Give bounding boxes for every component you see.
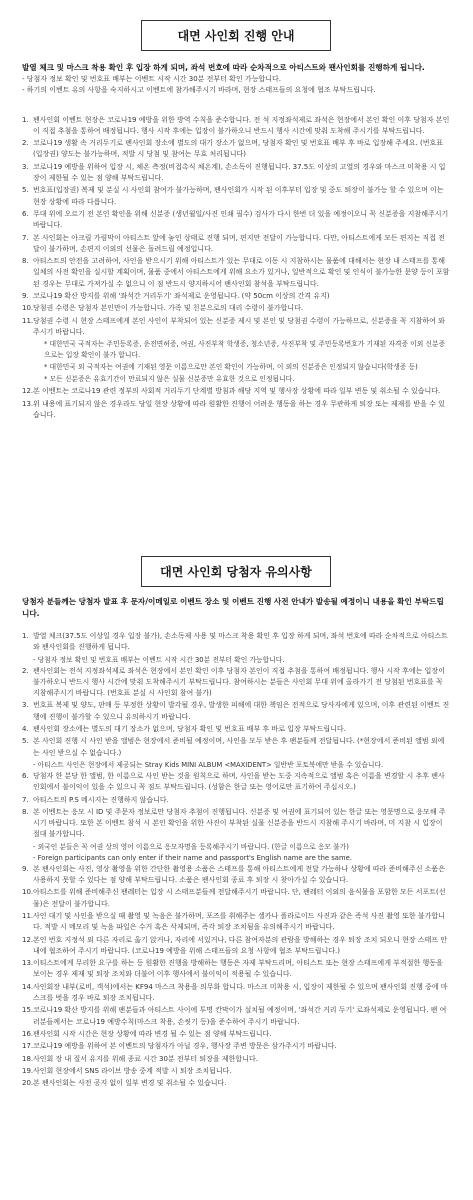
item-number: 11. bbox=[22, 316, 34, 325]
item-number: 1. bbox=[22, 115, 29, 124]
item-number: 2. bbox=[22, 666, 29, 675]
list-item bbox=[22, 666, 451, 700]
section2-intro: 당첨자 분들께는 당첨자 발표 후 문자/이메일로 이벤트 장소 및 이벤트 진행 사전 안내가 발송될 예정이니 내용을 확인 부탁드립니다. bbox=[22, 597, 444, 618]
list-item bbox=[22, 1041, 451, 1052]
list-item bbox=[22, 911, 451, 934]
list-item bbox=[22, 935, 451, 958]
item-number: 13. bbox=[22, 959, 34, 968]
item-text: 이티스트에게 무리한 요구를 하는 등 원활한 진행을 방해하는 행동은 자제 부탁드리며, 아티스트 또는 현장 스태프에게 부적절한 행동을 보이는 경우 제재 및 퇴장 조치와 더불어 이후 행사에서 불이익이 적용될 수 있습니다. bbox=[33, 959, 443, 979]
item-number: 15. bbox=[22, 1006, 34, 1015]
list-item bbox=[22, 958, 451, 981]
item-number: 13. bbox=[22, 399, 34, 408]
item-number: 9. bbox=[22, 292, 29, 301]
list-item bbox=[22, 700, 451, 723]
item-text: 당첨권 수령 시 현장 스태프에게 본인 사인이 부착되어 있는 신분증 제시 및 본인 및 당첨권 수령이 가능하므로, 신분증을 꼭 지참하여 와주시기 바랍니다. bbox=[33, 316, 445, 336]
list-item bbox=[22, 316, 451, 339]
item-number: 12. bbox=[22, 387, 34, 396]
section2-list bbox=[22, 631, 451, 1089]
item-number: 14. bbox=[22, 982, 34, 991]
list-item bbox=[22, 209, 451, 232]
item-number: 10. bbox=[22, 304, 34, 313]
item-text: 번호표 복제 및 양도, 판매 등 부정한 상황이 발각될 경우, 발생한 피해에 대한 책임은 전적으로 당사자에게 있으며, 이후 관련된 이벤트 진행에 진행이 불가할 수 있으니 유의하시기 바랍니다. bbox=[33, 701, 450, 721]
item-number: 5. bbox=[22, 737, 29, 746]
item-text: 사인회장 내부(로비, 객석)에서는 KF94 마스크 착용을 의무화 합니다. 마스크 미착용 시, 입장이 제한될 수 있으며 팬사인회 진행 중에 마스크를 벗을 경우 바로 퇴장 조치됩니다. bbox=[33, 982, 448, 1003]
list-item bbox=[22, 1066, 451, 1077]
notice-note: - 당첨자 정보 확인 및 번호표 배부는 이벤트 시작 시간 30분 전부터 확인 가능합니다. bbox=[22, 75, 281, 83]
list-item bbox=[22, 807, 451, 841]
item-text: 본 사인회는 아크릴 가림막이 아티스트 앞에 놓인 상태로 진행 되며, 편지만 전달이 가능합니다. 다만, 아티스트에게 모든 편지는 직접 전달이 불가하며, 손편지 이외의 선물은 돌려드릴 예정입니다. bbox=[33, 233, 445, 253]
item-number: 19. bbox=[22, 1066, 34, 1075]
item-number: 8. bbox=[22, 807, 29, 816]
list-item bbox=[22, 303, 451, 314]
item-text: 팬사인회 장소에는 별도의 대기 장소가 없으며, 당첨자 확인 및 번호표 배부 후 바로 입장 부탁드립니다. bbox=[33, 725, 346, 734]
section1-intro: 발열 체크 및 마스크 착용 확인 후 입장 하게 되며, 좌석 번호에 따라 순차적으로 아티스트와 팬사인회를 진행하게 됩니다. bbox=[22, 63, 425, 72]
list-sub-note: - Foreign participants can only enter if their name and passport's English name are the same. bbox=[33, 853, 352, 862]
list-item bbox=[22, 291, 451, 302]
list-item bbox=[22, 982, 451, 1005]
list-sub-note: - 당첨자 정보 확인 및 번호표 배부는 이벤트 시작 시간 30분 전부터 확인 가능합니다. bbox=[33, 655, 285, 664]
item-text: 본 이벤트는 응모 시 ID 및 주문자 정보로만 당첨자 추첨이 진행됩니다. 신분증 및 여권에 표기되어 있는 한글 또는 영문명으로 응모해 주시기 바랍니다. 또한 본 이벤트 참석 시 본인 확인을 위한 사진이 부착된 실물 신분증을 반드시 지참해 주시기 바라며, 미 지참 시 입장이 절대 불가합니다. bbox=[33, 807, 446, 839]
item-text: 팬사인회 시작 시간은 현장 상황에 따라 변경 될 수 있는 점 양해 부탁드립니다. bbox=[33, 1029, 272, 1038]
item-number: 2. bbox=[22, 139, 29, 148]
item-number: 4. bbox=[22, 725, 29, 734]
item-text: 위 내용에 표기되지 않은 경우라도 당일 현장 상황에 따라 원활한 진행이 어려운 행동을 하는 경우 무관하게 퇴장 또는 제재를 받을 수 있습니다. bbox=[33, 399, 445, 419]
item-text: 번호표(입장권) 복제 및 분실 시 사인회 참여가 불가능하며, 팬사인회가 시작 된 이후부터 입장 및 중도 퇴장이 불가능 할 수 있으며 이는 현장 상황에 따라 다릅니다. bbox=[33, 186, 444, 206]
list-item bbox=[22, 1029, 451, 1040]
item-number: 1. bbox=[22, 632, 29, 640]
item-number: 6. bbox=[22, 771, 29, 780]
list-item bbox=[22, 771, 451, 794]
item-text: 본 사인회 진행 시 사인 받을 앨범은 현장에서 준비될 예정이며, 사인을 모두 받은 후 팬분들께 전달됩니다. (*현장에서 준비된 앨범 외에는 사인 받으실 수 없습니다.) bbox=[33, 737, 445, 757]
item-text: 본 이벤트는 코로나19 관련 정부의 사회적 거리두기 단계별 방침과 해당 지역 및 행사장 상황에 따라 일부 변동 및 취소될 수 있습니다. bbox=[33, 387, 441, 396]
item-text: 팬사인회 이벤트 현장은 코로나19 예방을 위한 방역 수칙을 준수합니다. 전 석 지정좌석제로 좌석은 현장에서 본인 확인 이후 당첨자 본인이 직접 추첨을 통하여 배정됩니다. 행사 시작 후에는 입장이 불가하오니 반드시 행사 시간에 맞춰 도착해 주시기를 부탁드립니다. bbox=[33, 115, 450, 135]
notice-note: - 하기의 이벤트 유의 사항을 숙지하시고 이벤트에 참가해주시기 바라며, 현장 스태프들의 요청에 협조 부탁드립니다. bbox=[22, 86, 376, 95]
item-number: 11. bbox=[22, 911, 34, 920]
item-number: 17. bbox=[22, 1042, 34, 1051]
item-text: 코로나19 확산 방지를 위해 팬분들과 아티스트 사이에 투명 칸막이가 설치될 예정이며, '좌석간 거리 두기' 로좌석제로 운영됩니다. 팬 여러분들께서는 코로나19 예방수칙(마스크 착용, 손씻기 등)을 준수하여 주시기 바랍니다. bbox=[33, 1006, 447, 1026]
section1-title: 대면 사인회 진행 안내 bbox=[177, 29, 295, 43]
list-item bbox=[22, 256, 451, 290]
item-text: 사인회 장 내 질서 유지를 위해 종료 시간 30분 전부터 퇴장을 제한합니다. bbox=[33, 1054, 258, 1063]
item-number: 8. bbox=[22, 257, 29, 266]
list-item bbox=[22, 724, 451, 735]
id-requirement-note: * 대한민국 국적자는 주민등록증, 운전면허증, 여권, 사진부착 학생증, 청소년증, 사진부착 및 주민등록번호가 기재된 자격증 이외 신분증으로는 입장 확인이 불가 합니다. bbox=[44, 340, 446, 360]
id-requirement-note: * 대한민국 외 국적자는 여권에 기재된 영문 이름으로만 본인 확인이 가능하며, 이 외의 신분증은 인정되지 않습니다(학생증 등) bbox=[44, 363, 418, 372]
list-item bbox=[22, 115, 451, 138]
item-text: 당첨권 수령은 당첨자 본인만이 가능합니다. 가족 및 친분으로의 대리 수령이 불가합니다. bbox=[33, 304, 304, 313]
item-text: 발열 체크(37.5도 이상일 경우 입장 불가), 손소독제 사용 및 마스크 착용 확인 후 입장 하게 되며, 좌석 번호에 따라 순차적으로 아티스트와 팬사인회를 진행하게 됩니다. bbox=[33, 632, 448, 652]
list-item bbox=[22, 736, 451, 759]
item-text: 무대 위에 오르기 전 본인 확인을 위해 신분증 (생년월일/사진 인쇄 필수) 검사가 다시 한번 더 있을 예정이오니 꼭 신분증을 지참해주시기 바랍니다. bbox=[33, 209, 449, 230]
item-number: 12. bbox=[22, 935, 34, 944]
item-number: 6. bbox=[22, 209, 29, 218]
list-item bbox=[22, 864, 451, 887]
item-text: 코로나19 생활 속 거리두기로 팬사인회 장소에 별도의 대기 장소가 없으며, 당첨자 확인 및 번호표 배부 후 바로 입장해 주세요. (번호표(입장권) 양도는 불가능하며, 적발 시 당첨 및 참여는 무효 처리됩니다) bbox=[33, 139, 443, 159]
item-number: 7. bbox=[22, 233, 29, 242]
item-number: 3. bbox=[22, 701, 29, 710]
item-number: 3. bbox=[22, 162, 29, 171]
list-item bbox=[22, 399, 451, 422]
item-text: 당첨자 한 분당 한 앨범, 한 이름으로 사인 받는 것을 원칙으로 하며, 사인을 받는 도중 지속적으로 앨범 혹은 이름을 변경할 시 추후 팬사인회에서 불이익이 있을 수 있으니 꼭 점도 부탁드립니다. (성함은 한글 또는 영어로만 표기하여 주십시오.) bbox=[33, 771, 445, 792]
item-number: 16. bbox=[22, 1029, 34, 1038]
item-number: 20. bbox=[22, 1079, 34, 1088]
list-item bbox=[22, 1005, 451, 1028]
item-text: 본 팬사인회는 사진, 영상 촬영을 위한 간단한 촬영용 소품은 스태프를 통해 아티스트에게 전달 가능하나 상황에 따라 준비해주신 소품은 사용하지 못할 수 있다는 점 양해 부탁드립니다. 소품은 팬사인회 종료 후 퇴장 시 찾아가실 수 있습니다. bbox=[33, 864, 445, 885]
item-text: 코로나19 예방을 위하여 본 이벤트의 당첨자가 아닐 경우, 행사장 주변 방문은 삼가주시기 바랍니다. bbox=[33, 1042, 337, 1051]
list-sub-note: - 아티스트 사인은 현장에서 제공되는 Stray Kids MINI ALBUM <MAXIDENT> 일반반 포토북에만 받을 수 있습니다. bbox=[33, 760, 384, 769]
item-text: 코로나19 예방을 위하여 입장 시, 체온 측정(비접촉식 체온계), 손소독이 진행됩니다. 37.5도 이상의 고열의 경우와 마스크 미착용 시 입장이 제한될 수 있는 점 양해 부탁드립니다. bbox=[33, 162, 446, 183]
list-item bbox=[22, 1078, 451, 1089]
list-item bbox=[22, 386, 451, 397]
item-text: 아티스트를 위해 준비해주신 팬레터는 입장 시 스태프분들께 전달해주시기 바랍니다. 단, 팬레터 이외의 음식물을 포함한 모든 서포트(선물)은 전달이 불가합니다. bbox=[33, 888, 446, 908]
section1-list bbox=[22, 115, 451, 422]
item-number: 10. bbox=[22, 888, 34, 897]
item-number: 5. bbox=[22, 186, 29, 195]
item-text: 아티스트의 P.S 메시지는 진행하지 않습니다. bbox=[33, 795, 169, 804]
section2-title: 대면 사인회 당첨자 유의사항 bbox=[160, 565, 312, 579]
item-text: 사인 대기 및 사인을 받으실 때 촬영 및 녹음은 불가하며, 포즈를 취해주는 셀카나 폴라로이드 사진과 같은 즉석 사진 촬영 또한 불가합니다. 적발 시 메모리 및 녹음 파일은 수거 혹은 삭제되며, 즉각 퇴장 조치됨을 유의해주시기 바랍니다. bbox=[33, 911, 445, 932]
item-number: 7. bbox=[22, 795, 29, 804]
section2-title-box bbox=[141, 556, 331, 587]
list-item bbox=[22, 1054, 451, 1065]
item-text: 본 팬사인회는 사전 공지 없이 일부 변경 및 취소될 수 있습니다. bbox=[33, 1079, 227, 1088]
list-item bbox=[22, 233, 451, 256]
list-item bbox=[22, 887, 451, 910]
item-text: 코로나19 확산 방지를 위해 '좌석간 거리두기' 좌석제로 운영됩니다. (약 50cm 이상의 간격 유지) bbox=[33, 292, 330, 301]
list-item bbox=[22, 185, 451, 208]
section2-body bbox=[22, 596, 451, 1090]
item-text: 본인 번호 지정석 외 다른 자리로 옮기 앉거나, 자리에 서있거나, 다른 참여자분의 관람을 방해하는 경우 퇴장 조치 되오니 현장 스태프 안내에 협조하여 주시기 바랍니다. (코로나19 예방을 위해 스태프들의 요청 사항에 협조 부탁드립니다.) bbox=[33, 935, 448, 955]
list-item bbox=[22, 138, 451, 161]
section1-notes bbox=[22, 74, 451, 97]
section1-title-box bbox=[141, 20, 331, 51]
item-number: 9. bbox=[22, 864, 29, 873]
list-item bbox=[22, 795, 451, 806]
item-text: 팬사인회는 전석 지정좌석제로 좌석은 현장에서 본인 확인 이후 당첨자 본인이 직접 추첨을 통하여 배정됩니다. 행사 시작 후에는 입장이 불가하오니 반드시 행사 시간에 맞춰 도착해주시기 부탁드립니다. 참여하시는 분들은 사인회 무대 위에 올라가기 전 당첨된 번호표를 꼭 지참해주시기 바랍니다. (번호표 분실 시 사인회 참여 불가) bbox=[33, 666, 445, 698]
list-item bbox=[22, 631, 451, 654]
item-text: 사인회 현장에서 SNS 라이브 방송 중계 적발 시 퇴장 조치됩니다. bbox=[33, 1066, 232, 1075]
section1-body bbox=[22, 62, 451, 422]
list-item bbox=[22, 162, 451, 185]
item-number: 18. bbox=[22, 1054, 34, 1063]
list-sub-note: - 외국인 분들은 꼭 여권 상의 영어 이름으로 응모자명을 등록해주시기 바랍니다. (한글 이름으로 응모 불가) bbox=[33, 842, 349, 851]
id-requirement-note: * 모든 신분증은 유효기간이 만료되지 않은 실물 신분증만 유효한 것으로 인정됩니다. bbox=[44, 375, 295, 384]
item-text: 아티스트의 안전을 고려하여, 사인을 받으시기 위해 아티스트가 있는 무대로 이동 시 지참하시는 물품에 대해서는 현장 내 스태프를 통해 일체의 사전 확인을 실시할 계획이며, 물품 중에서 아티스트에게 위해 요소가 있거나, 일반적으로 확인 및 인식이 불가능한 문양 등이 포함된 경우는 무대로 가져가실 수 없으니 이 점 반드시 양지하시어 팬사인회 참석을 부탁드립니다. bbox=[33, 257, 450, 288]
